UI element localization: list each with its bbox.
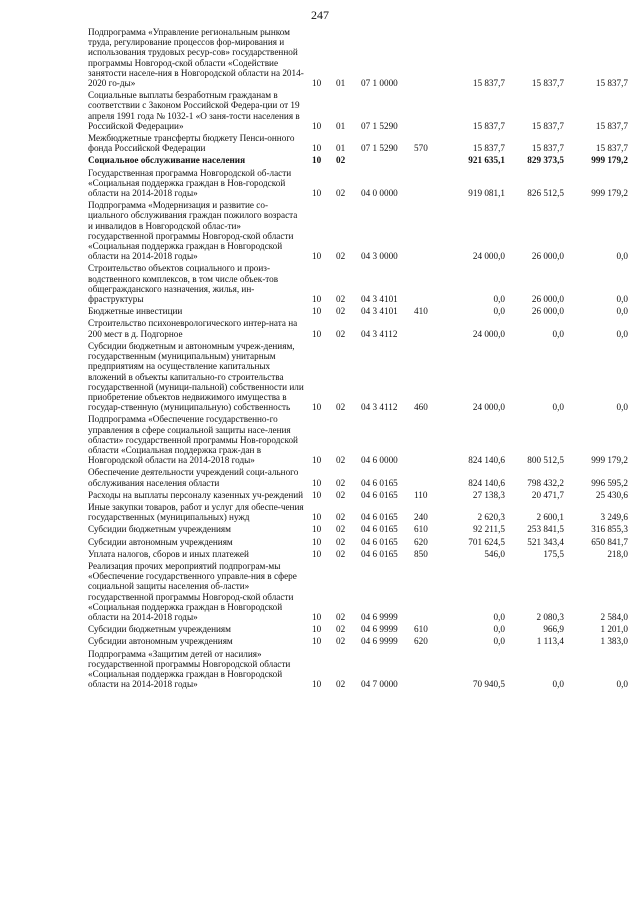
target-article-code: 04 7 0000 xyxy=(361,679,398,690)
expense-type-code xyxy=(414,318,441,340)
table-row xyxy=(88,490,628,502)
table-row xyxy=(88,549,628,561)
amount-2014: 15 837,7 xyxy=(472,78,505,89)
amount-2014: 92 211,5 xyxy=(473,524,505,535)
table-row xyxy=(88,524,628,536)
row-name: Государственная программа Новгородской об-ласти «Социальная поддержка граждан в Нов-городской области на 2014-2018 годы» xyxy=(88,167,292,199)
subsection-code: 02 xyxy=(336,328,346,339)
target-article-code: 04 6 0165 xyxy=(361,548,398,559)
target-article-code: 04 3 4112 xyxy=(361,328,398,339)
table-row xyxy=(88,263,628,306)
section-code: 10 xyxy=(312,155,322,166)
amount-2015: 15 837,7 xyxy=(531,120,564,131)
section-code: 10 xyxy=(312,524,322,535)
subsection-code: 02 xyxy=(336,524,346,535)
amount-2015: 966,9 xyxy=(543,624,564,635)
amount-2014: 24 000,0 xyxy=(472,402,505,413)
amount-2014: 0,0 xyxy=(493,611,505,622)
row-name: Социальные выплаты безработным гражданам в соответствии с Законом Российской Федера-ции от 19 апреля 1991 года № 1032-1 «О заня-тости населения в Российской Федерации» xyxy=(88,90,300,131)
amount-2014: 24 000,0 xyxy=(472,251,505,262)
amount-2016: 0,0 xyxy=(616,294,628,305)
subsection-code: 02 xyxy=(336,548,346,559)
row-name: Подпрограмма «Модернизация и развитие со-циального обслуживания граждан пожилого возраста и инвалидов в Новгородской облас-ти» государственной программы Новгород-ской области «Социальная поддержка граждан в Новгородской области на 2014-2018 годы» xyxy=(88,200,298,262)
expense-type-code: 610 xyxy=(414,624,428,635)
amount-2016: 999 179,2 xyxy=(591,188,628,199)
row-name: Подпрограмма «Управление региональным рынком труда, регулирование процессов фор-мирования и использования трудовых ресур-сов» государственной программы Новгород-ской области «Содействие занятости населе-ния в Новгородской области на 2014-2020 го-ды» xyxy=(88,27,304,89)
table-row xyxy=(88,27,628,90)
table-row xyxy=(88,624,628,636)
amount-2014: 919 081,1 xyxy=(468,188,505,199)
target-article-code: 04 3 0000 xyxy=(361,251,398,262)
table-row xyxy=(88,502,628,524)
row-name: Реализация прочих мероприятий подпрограм-мы «Обеспечение государственного управле-ния в сфере социальной защиты населения об-ласти» государственной программы Новгород-ской области «Социальная поддержка граждан в Новгородской области на 2014-2018 годы» xyxy=(88,560,297,622)
amount-2015: 800 512,5 xyxy=(527,455,564,466)
amount-2014: 824 140,6 xyxy=(468,477,505,488)
subsection-code: 02 xyxy=(336,624,346,635)
section-code: 10 xyxy=(312,294,322,305)
section-code: 10 xyxy=(312,512,322,523)
table-row xyxy=(88,636,628,648)
row-name: Субсидии бюджетным учреждениям xyxy=(88,624,231,635)
row-name: Субсидии бюджетным учреждениям xyxy=(88,524,231,535)
expense-type-code xyxy=(414,561,441,624)
amount-2016: 0,0 xyxy=(616,679,628,690)
row-name: Расходы на выплаты персоналу казенных уч-реждений xyxy=(88,489,304,500)
expense-type-code xyxy=(414,649,441,692)
expense-type-code xyxy=(414,90,441,133)
amount-2015: 0,0 xyxy=(552,679,564,690)
row-name: Уплата налогов, сборов и иных платежей xyxy=(88,548,249,559)
amount-2015: 26 000,0 xyxy=(531,251,564,262)
amount-2016: 0,0 xyxy=(616,251,628,262)
subsection-code: 02 xyxy=(336,477,346,488)
amount-2015: 26 000,0 xyxy=(531,306,564,317)
subsection-code: 01 xyxy=(336,78,346,89)
target-article-code: 07 1 5290 xyxy=(361,120,398,131)
amount-2016: 218,0 xyxy=(607,548,628,559)
row-name: Бюджетные инвестиции xyxy=(88,306,183,317)
subsection-code: 01 xyxy=(336,120,346,131)
amount-2016: 0,0 xyxy=(616,306,628,317)
target-article-code: 04 6 0000 xyxy=(361,455,398,466)
amount-2016: 15 837,7 xyxy=(595,120,628,131)
target-article-code: 07 1 0000 xyxy=(361,78,398,89)
amount-2015: 521 343,4 xyxy=(527,536,564,547)
amount-2014: 0,0 xyxy=(493,306,505,317)
table-row xyxy=(88,341,628,414)
amount-2015: 0,0 xyxy=(552,402,564,413)
amount-2016: 316 855,3 xyxy=(591,524,628,535)
expense-type-code: 570 xyxy=(414,143,428,154)
amount-2014: 2 620,3 xyxy=(477,512,505,523)
section-code: 10 xyxy=(312,188,322,199)
amount-2014: 24 000,0 xyxy=(472,328,505,339)
table-row xyxy=(88,133,628,155)
amount-2015: 26 000,0 xyxy=(531,294,564,305)
amount-2016: 15 837,7 xyxy=(595,143,628,154)
section-code: 10 xyxy=(312,679,322,690)
row-name: Субсидии бюджетным и автономным учреж-дениям, государственным (муниципальным) унитарным предприятиям на осуществление капитальных вложений в объекты капитально-го строительства государственной (муници-пальной) собственности или приобретение объектов недвижимого имущества в государ-ственную (муниципальную) собственность xyxy=(88,340,304,413)
amount-2014: 0,0 xyxy=(493,636,505,647)
expense-type-code xyxy=(414,467,441,489)
target-article-code: 04 6 9999 xyxy=(361,624,398,635)
amount-2015: 20 471,7 xyxy=(531,489,564,500)
expense-type-code: 610 xyxy=(414,524,428,535)
amount-2015: 175,5 xyxy=(543,548,564,559)
amount-2015: 798 432,2 xyxy=(527,477,564,488)
target-article-code: 04 6 0165 xyxy=(361,489,398,500)
expense-type-code xyxy=(414,168,441,201)
subsection-code: 02 xyxy=(336,455,346,466)
amount-2016: 25 430,6 xyxy=(595,489,628,500)
budget-table xyxy=(88,27,628,691)
amount-2016: 3 249,6 xyxy=(600,512,628,523)
amount-2014: 0,0 xyxy=(493,624,505,635)
amount-2014: 0,0 xyxy=(493,294,505,305)
table-row xyxy=(88,90,628,133)
subsection-code: 02 xyxy=(336,611,346,622)
section-code: 10 xyxy=(312,402,322,413)
table-row xyxy=(88,467,628,489)
expense-type-code xyxy=(414,414,441,467)
page-number: 247 xyxy=(311,8,329,22)
amount-2016: 999 179,2 xyxy=(591,155,628,166)
row-name: Строительство психоневрологического интер-ната на 200 мест в д. Подгорное xyxy=(88,318,298,339)
amount-2015: 0,0 xyxy=(552,328,564,339)
target-article-code: 04 3 4101 xyxy=(361,306,398,317)
section-code: 10 xyxy=(312,328,322,339)
expense-type-code xyxy=(414,263,441,306)
section-code: 10 xyxy=(312,636,322,647)
amount-2016: 1 383,0 xyxy=(600,636,628,647)
row-name: Социальное обслуживание населения xyxy=(88,155,246,166)
amount-2014: 15 837,7 xyxy=(472,120,505,131)
subsection-code: 02 xyxy=(336,536,346,547)
amount-2014: 27 138,3 xyxy=(472,489,505,500)
table-row xyxy=(88,200,628,263)
subsection-code: 02 xyxy=(336,294,346,305)
expense-type-code: 410 xyxy=(414,306,428,317)
subsection-code: 02 xyxy=(336,512,346,523)
row-name: Обеспечение деятельности учреждений соци-ального обслуживания населения области xyxy=(88,467,299,488)
expense-type-code xyxy=(414,27,441,90)
target-article-code: 04 0 0000 xyxy=(361,188,398,199)
section-code: 10 xyxy=(312,143,322,154)
amount-2015: 829 373,5 xyxy=(527,155,564,166)
subsection-code: 02 xyxy=(336,188,346,199)
row-name: Иные закупки товаров, работ и услуг для обеспе-чения государственных (муниципальных) нужд xyxy=(88,501,304,523)
expense-type-code: 850 xyxy=(414,548,428,559)
expense-type-code: 240 xyxy=(414,512,428,523)
section-code: 10 xyxy=(312,548,322,559)
section-code: 10 xyxy=(312,624,322,635)
section-code: 10 xyxy=(312,251,322,262)
expense-type-code: 620 xyxy=(414,536,428,547)
amount-2015: 826 512,5 xyxy=(527,188,564,199)
amount-2016: 0,0 xyxy=(616,328,628,339)
expense-type-code: 460 xyxy=(414,402,428,413)
amount-2016: 0,0 xyxy=(616,402,628,413)
subsection-code: 02 xyxy=(336,636,346,647)
target-article-code: 04 6 9999 xyxy=(361,611,398,622)
row-name: Подпрограмма «Обеспечение государственно-го управления в сфере социальной защиты насе-ления области» государственной программы Нов-городской области «Социальная поддержка граж-дан в Новгородской области на 2014-2018 годы» xyxy=(88,414,298,466)
amount-2015: 2 080,3 xyxy=(536,611,564,622)
target-article-code: 04 6 0165 xyxy=(361,536,398,547)
row-name: Строительство объектов социального и произ-водственного комплексов, в том числе объек-тов общегражданского назначения, жилья, ин-фраструктуры xyxy=(88,263,279,305)
section-code: 10 xyxy=(312,120,322,131)
budget-rows xyxy=(88,27,628,691)
subsection-code: 02 xyxy=(336,251,346,262)
expense-type-code xyxy=(414,155,441,167)
amount-2014: 546,0 xyxy=(484,548,505,559)
amount-2015: 15 837,7 xyxy=(531,78,564,89)
target-article-code: 04 6 9999 xyxy=(361,636,398,647)
subsection-code: 02 xyxy=(336,155,346,166)
table-row xyxy=(88,649,628,692)
table-row xyxy=(88,561,628,624)
subsection-code: 02 xyxy=(336,306,346,317)
amount-2014: 15 837,7 xyxy=(472,143,505,154)
table-row xyxy=(88,318,628,340)
table-row xyxy=(88,414,628,467)
amount-2014: 70 940,5 xyxy=(472,679,505,690)
target-article-code: 04 3 4112 xyxy=(361,402,398,413)
section-code: 10 xyxy=(312,78,322,89)
subsection-code: 02 xyxy=(336,489,346,500)
amount-2015: 15 837,7 xyxy=(531,143,564,154)
amount-2014: 701 624,5 xyxy=(468,536,505,547)
amount-2016: 650 841,7 xyxy=(591,536,628,547)
amount-2015: 253 841,5 xyxy=(527,524,564,535)
amount-2015: 1 113,4 xyxy=(536,636,564,647)
subsection-code: 01 xyxy=(336,143,346,154)
row-name: Подпрограмма «Защитим детей от насилия» государственной программы Новгородской области «Социальная поддержка граждан в Новгородской области на 2014-2018 годы» xyxy=(88,648,291,690)
section-code: 10 xyxy=(312,455,322,466)
expense-type-code: 110 xyxy=(414,489,428,500)
amount-2014: 921 635,1 xyxy=(468,155,505,166)
amount-2016: 15 837,7 xyxy=(595,78,628,89)
row-name: Субсидии автономным учреждениям xyxy=(88,536,233,547)
table-row xyxy=(88,168,628,201)
target-article-code xyxy=(361,155,414,167)
target-article-code: 04 6 0165 xyxy=(361,477,398,488)
row-name: Субсидии автономным учреждениям xyxy=(88,636,233,647)
amount-2015: 2 600,1 xyxy=(536,512,564,523)
section-code: 10 xyxy=(312,489,322,500)
amount-2014: 824 140,6 xyxy=(468,455,505,466)
subsection-code: 02 xyxy=(336,402,346,413)
table-row xyxy=(88,306,628,318)
target-article-code: 07 1 5290 xyxy=(361,143,398,154)
amount-2016: 999 179,2 xyxy=(591,455,628,466)
row-name: Межбюджетные трансферты бюджету Пенси-онного фонда Российской Федерации xyxy=(88,133,295,154)
amount-2016: 1 201,0 xyxy=(600,624,628,635)
table-row xyxy=(88,537,628,549)
expense-type-code: 620 xyxy=(414,636,428,647)
target-article-code: 04 6 0165 xyxy=(361,524,398,535)
amount-2016: 996 595,2 xyxy=(591,477,628,488)
section-code: 10 xyxy=(312,536,322,547)
expense-type-code xyxy=(414,200,441,263)
section-code: 10 xyxy=(312,611,322,622)
subsection-code: 02 xyxy=(336,679,346,690)
amount-2016: 2 584,0 xyxy=(600,611,628,622)
table-row xyxy=(88,155,628,167)
section-code: 10 xyxy=(312,306,322,317)
target-article-code: 04 6 0165 xyxy=(361,512,398,523)
target-article-code: 04 3 4101 xyxy=(361,294,398,305)
section-code: 10 xyxy=(312,477,322,488)
